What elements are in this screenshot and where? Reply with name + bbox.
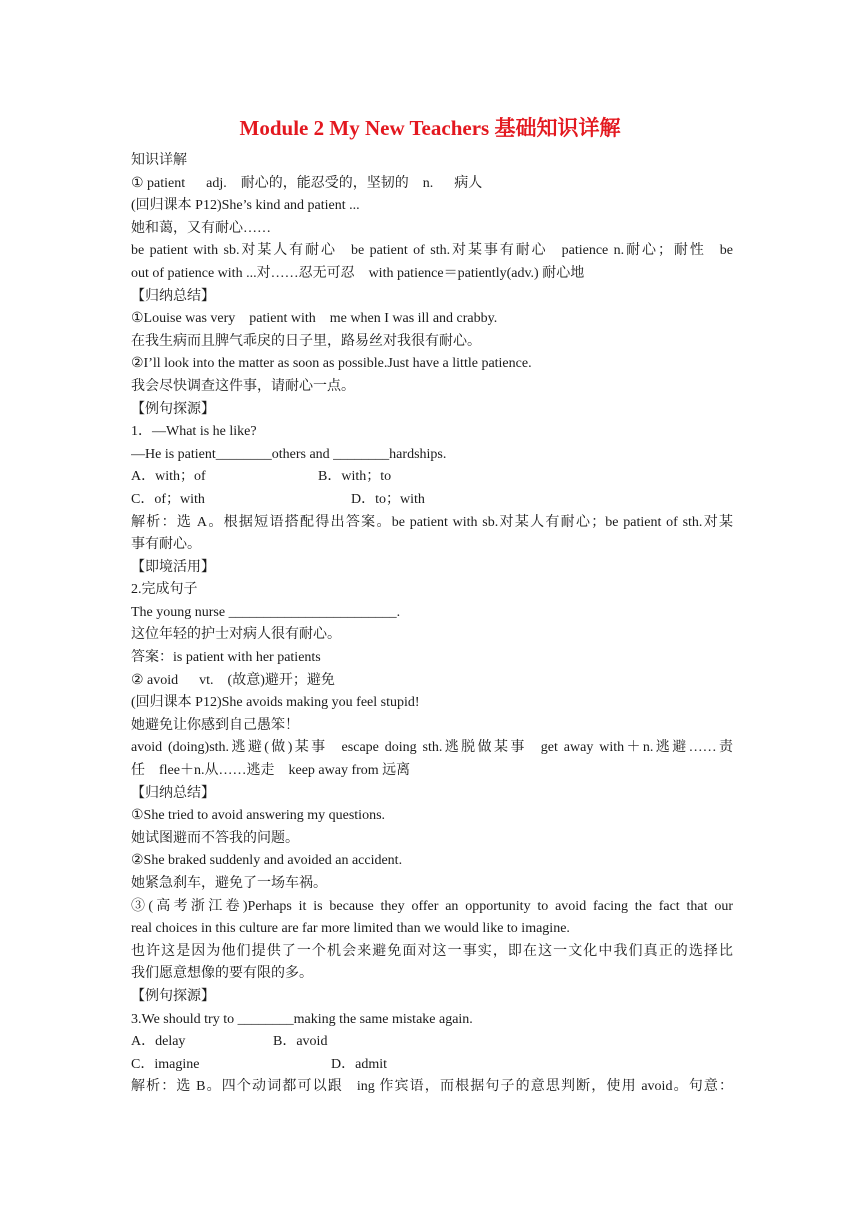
text-line: 【即境活用】 [131,559,215,575]
text-line: out of patience with ...对……忍无可忍 with patience＝patiently(adv.) 耐心地 [131,265,585,281]
text-line: ②She braked suddenly and avoided an accident. [131,853,403,869]
text-line: 她避免让你感到自己愚笨！ [131,717,299,733]
text-line: 也许这是因为他们提供了一个机会来避免面对这一事实，即在这一文化中我们真正的选择比 [131,943,733,959]
text-line: 我会尽快调查这件事，请耐心一点。 [131,378,355,394]
answer-option: B．with；to [318,469,392,485]
text-line: 【归纳总结】 [131,785,215,801]
answer-option: A．delay [131,1034,186,1050]
text-line: —He is patient________others and ________hardships. [131,446,447,462]
text-line: ②I’ll look into the matter as soon as possible.Just have a little patience. [131,356,532,372]
option-row [131,1054,733,1077]
text-line: 答案：is patient with her patients [131,650,321,666]
text-line: 在我生病而且脾气乖戾的日子里，路易丝对我很有耐心。 [131,333,481,349]
text-line: 【例句探源】 [131,401,215,417]
answer-option: C．imagine [131,1056,200,1072]
text-line: 1．—What is he like? [131,424,257,440]
option-row [131,466,733,489]
option-row [131,489,733,512]
text-line: ② avoid vt. (故意)避开；避免 [131,672,335,688]
text-line: 解析：选 A。根据短语搭配得出答案。be patient with sb.对某人有耐心；be patient of sth.对某 [131,514,733,530]
answer-option: A．with；of [131,469,206,485]
text-line: ③(高考浙江卷)Perhaps it is because they offer an opportunity to avoid facing the fact that our [131,898,733,914]
text-line: 【归纳总结】 [131,288,215,304]
answer-option: B．avoid [273,1034,328,1050]
text-line: 她紧急刹车，避免了一场车祸。 [131,876,327,891]
text-line: 知识详解 [131,153,187,168]
option-row [131,1031,733,1054]
text-line: 解析：选 B。四个动词都可以跟 ing 作宾语，而根据句子的意思判断，使用 avoid。句意： [131,1079,733,1095]
text-line: 2.完成句子 [131,582,198,598]
text-line: 我们愿意想像的要有限的多。 [131,966,313,982]
text-line: be patient with sb.对某人有耐心 be patient of sth.对某事有耐心 patience n.耐心；耐性 be [131,243,733,259]
text-line: real choices in this culture are far more limited than we would like to imagine. [131,921,570,937]
text-line: 她试图避而不答我的问题。 [131,830,299,846]
text-line: avoid (doing)sth.逃避(做)某事 escape doing sth.逃脱做某事 get away with＋n.逃避……责 [131,740,733,756]
text-line: 任 flee＋n.从……逃走 keep away from 远离 [131,763,411,779]
text-line: ① patient adj. 耐心的，能忍受的，坚韧的 n. 病人 [131,175,483,191]
text-line: 这位年轻的护士对病人很有耐心。 [131,627,341,643]
text-line: ①Louise was very patient with me when I was ill and crabby. [131,311,498,327]
text-line: 事有耐心。 [131,537,201,553]
answer-option: D．admit [331,1056,387,1072]
text-line: The young nurse ________________________. [131,604,401,620]
document-body [131,150,733,1099]
text-line: (回归课本 P12)She avoids making you feel stupid! [131,695,420,711]
text-line: ①She tried to avoid answering my questions. [131,808,386,824]
text-line: 3.We should try to ________making the same mistake again. [131,1011,473,1027]
text-line: (回归课本 P12)She’s kind and patient ... [131,198,360,214]
text-line: 【例句探源】 [131,988,215,1004]
answer-option: C．of；with [131,491,205,507]
answer-option: D．to；with [351,491,425,507]
text-line: 她和蔼，又有耐心…… [131,220,271,236]
document-title: Module 2 My New Teachers 基础知识详解 [239,116,621,140]
